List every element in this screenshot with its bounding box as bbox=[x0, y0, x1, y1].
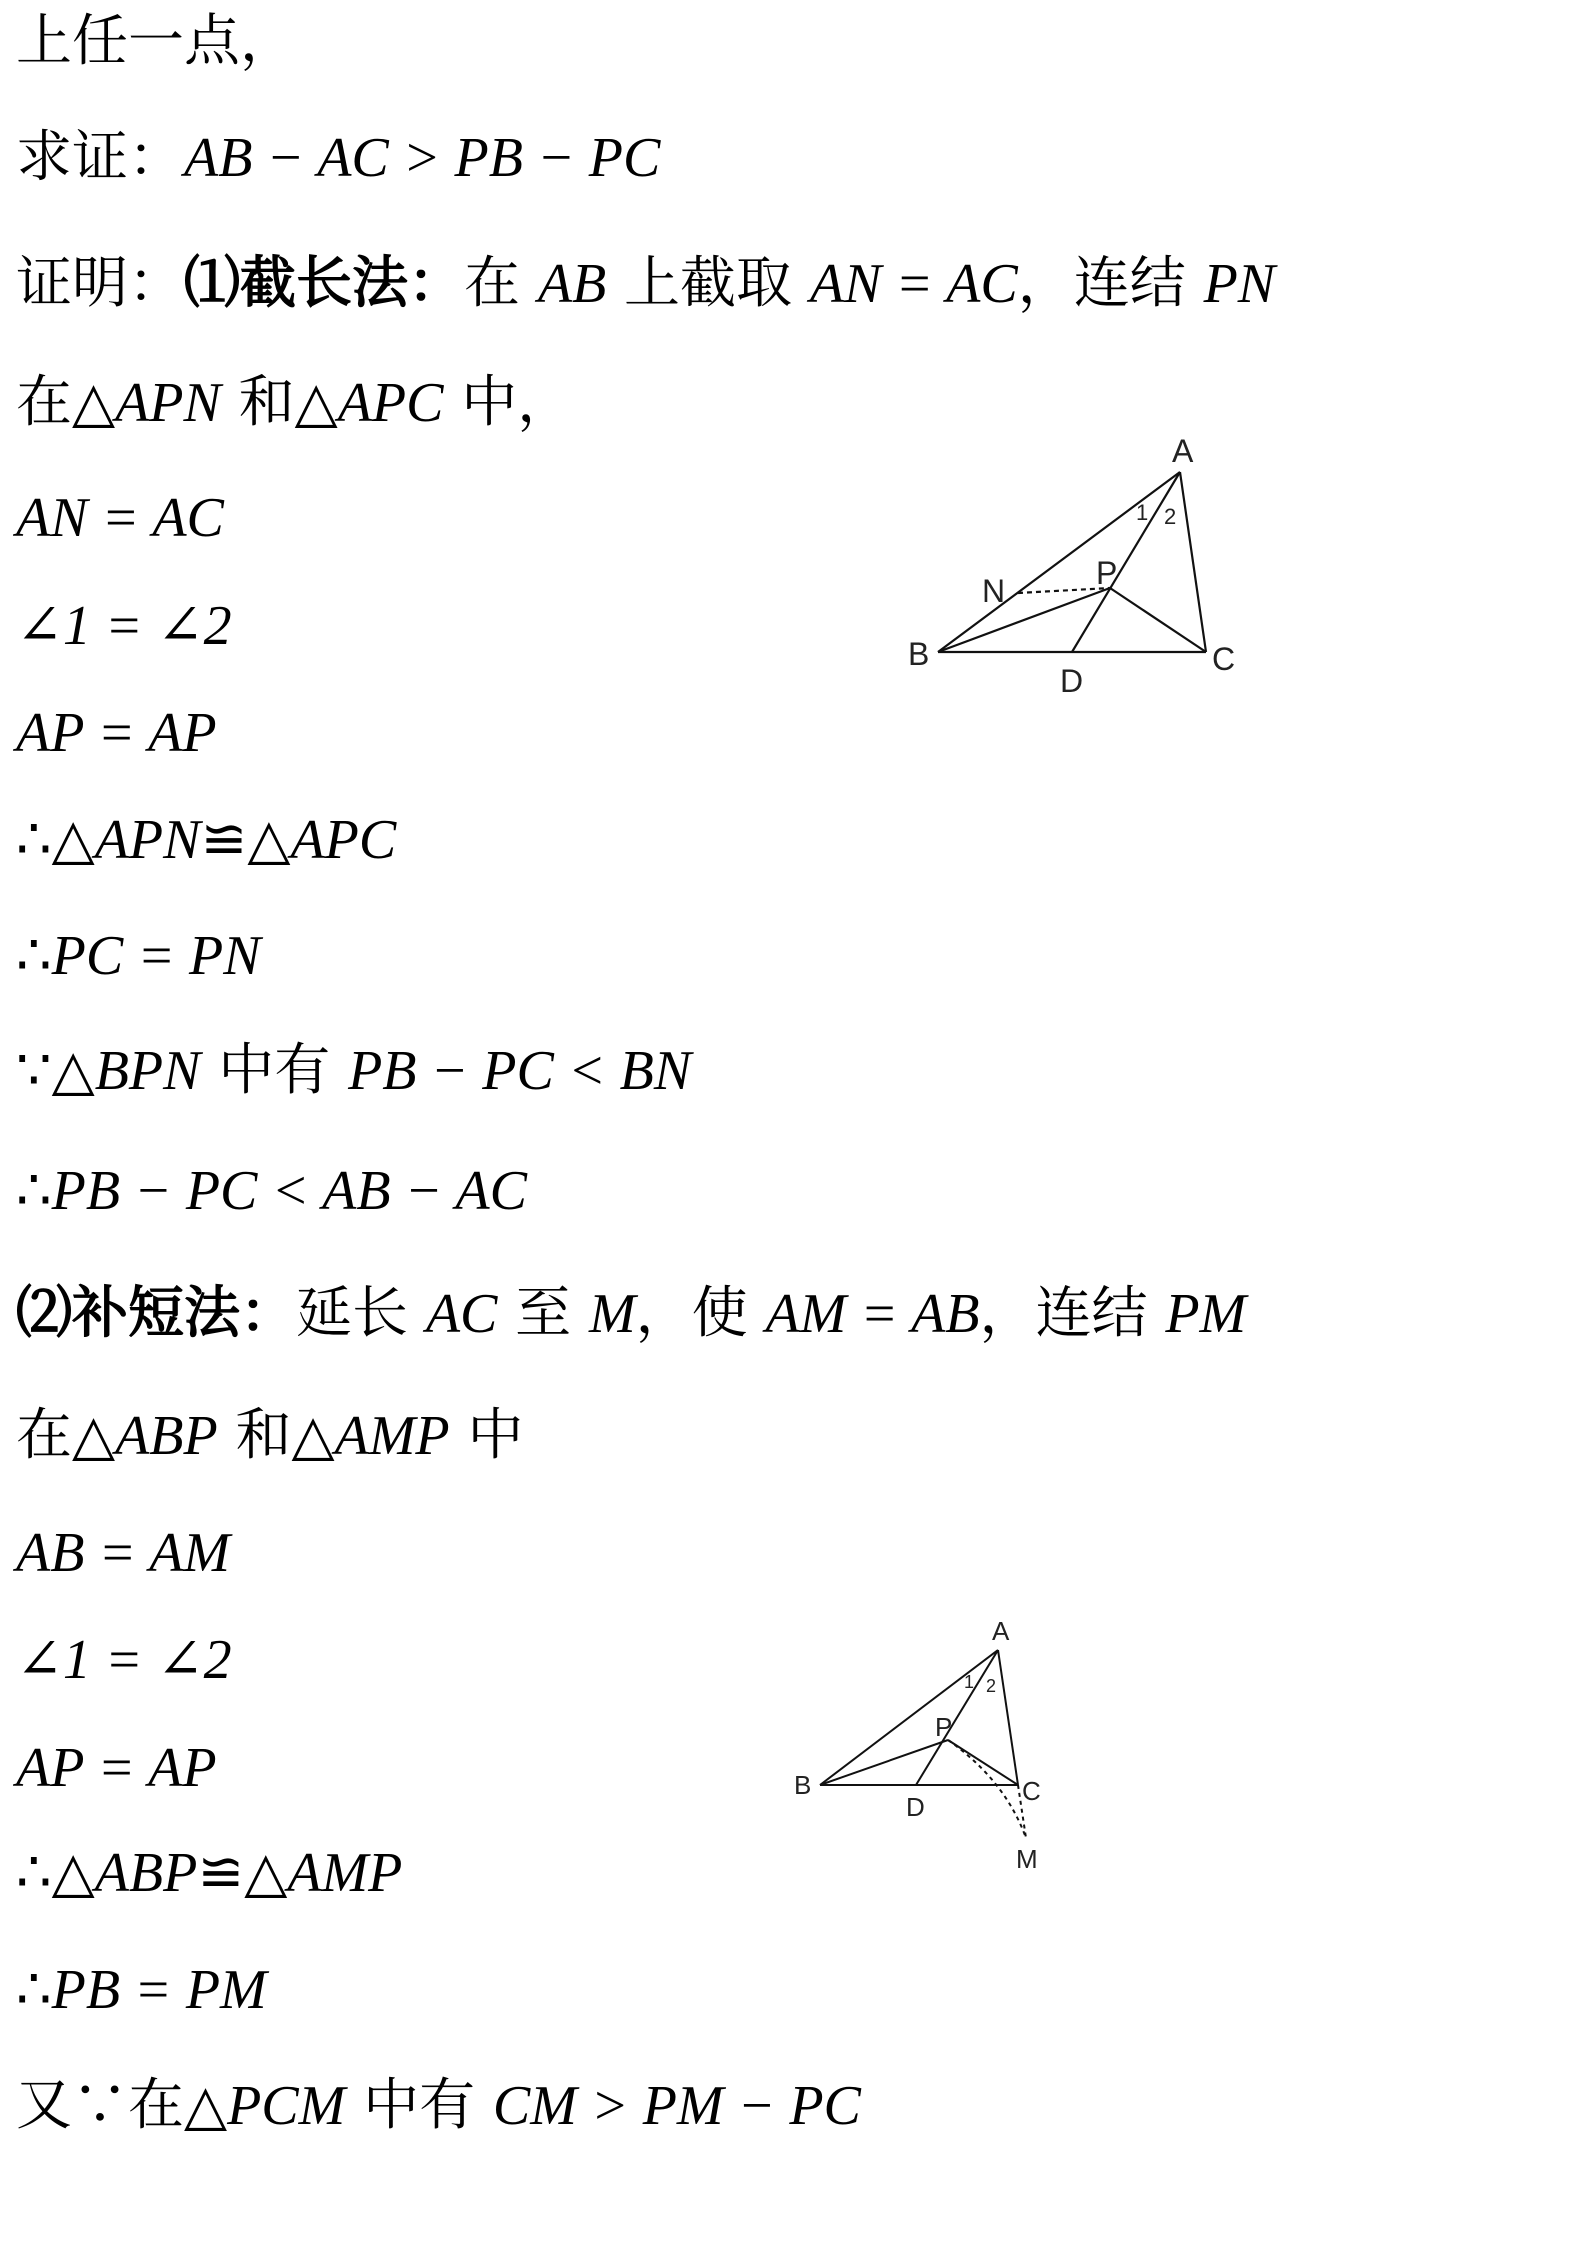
therefore-symbol: ∴ bbox=[16, 923, 52, 988]
prove-label: 求证： bbox=[16, 125, 184, 190]
text: ，连结 bbox=[1017, 251, 1204, 316]
therefore-symbol: ∴ bbox=[16, 1957, 52, 2022]
segment-AC bbox=[998, 1650, 1018, 1785]
text: 在△ bbox=[16, 1403, 116, 1468]
line-03-proof-method1 bbox=[16, 250, 1276, 316]
math-expression: CM bbox=[492, 2075, 577, 2137]
math-expression: > PM − PC bbox=[576, 2075, 861, 2137]
math-expression: APC bbox=[337, 372, 444, 434]
line-06: ∠1 = ∠2 bbox=[16, 595, 232, 657]
text: 中有 bbox=[345, 2073, 493, 2138]
method-title: ⑵补短法： bbox=[16, 1280, 296, 1346]
line-16: AP = AP bbox=[16, 1737, 217, 1799]
math-expression: PC = PN bbox=[51, 925, 261, 987]
line-12-method2 bbox=[16, 1280, 1247, 1346]
text: ，连结 bbox=[979, 1281, 1166, 1346]
label-A: A bbox=[1172, 433, 1194, 469]
text: 和△ bbox=[217, 1403, 335, 1468]
text: ∴△ bbox=[16, 1840, 95, 1905]
line-02-to-prove bbox=[16, 125, 661, 190]
therefore-symbol: ∴ bbox=[16, 1158, 52, 1223]
line-10 bbox=[16, 1038, 692, 1103]
label-angle-1: 1 bbox=[964, 1672, 975, 1692]
math-expression: PB − PC < AB − AC bbox=[51, 1160, 527, 1222]
line-01 bbox=[16, 9, 296, 74]
math-expression: PB − PC < BN bbox=[348, 1040, 692, 1102]
label-angle-1: 1 bbox=[1136, 500, 1149, 525]
math-expression: AMP bbox=[334, 1405, 450, 1467]
line-04 bbox=[16, 370, 574, 435]
segment-PC bbox=[948, 1740, 1018, 1785]
math-expression: AB − AC > PB − PC bbox=[184, 127, 661, 189]
text: ∴△ bbox=[16, 807, 95, 872]
text: 上截取 bbox=[606, 251, 810, 316]
label-angle-2: 2 bbox=[1164, 504, 1177, 529]
proof-label: 证明： bbox=[16, 251, 184, 316]
label-P: P bbox=[935, 1712, 953, 1742]
line-18 bbox=[16, 1957, 267, 2022]
segment-PC bbox=[1110, 588, 1206, 652]
math-expression: BPN bbox=[94, 1040, 201, 1102]
text: 中有 bbox=[200, 1038, 349, 1103]
math-expression: AMP bbox=[287, 1842, 403, 1904]
segment-AB bbox=[938, 472, 1180, 652]
text: ≌△ bbox=[200, 807, 291, 872]
math-expression: PM bbox=[1165, 1283, 1247, 1345]
line-15: ∠1 = ∠2 bbox=[16, 1629, 232, 1691]
text: 和△ bbox=[220, 370, 338, 435]
segment-AB bbox=[820, 1650, 998, 1785]
line-05: AN = AC bbox=[16, 487, 224, 549]
line-13 bbox=[16, 1403, 524, 1468]
text: 在 bbox=[464, 251, 538, 316]
text: ≌△ bbox=[197, 1840, 288, 1905]
text: ，使 bbox=[635, 1281, 766, 1346]
label-M: M bbox=[1016, 1844, 1038, 1874]
label-P: P bbox=[1096, 555, 1118, 591]
segment-BP bbox=[938, 588, 1110, 652]
math-expression: ABP bbox=[94, 1842, 198, 1904]
text: 中 bbox=[449, 1403, 524, 1468]
figure-triangle-2 bbox=[780, 1610, 1080, 1880]
label-C: C bbox=[1212, 641, 1236, 677]
line-07: AP = AP bbox=[16, 702, 217, 764]
label-C: C bbox=[1022, 1776, 1041, 1806]
label-N: N bbox=[982, 573, 1006, 609]
line-17 bbox=[16, 1840, 403, 1905]
text: 中， bbox=[443, 370, 574, 435]
text: ∵△ bbox=[16, 1038, 95, 1103]
math-expression: AB bbox=[537, 253, 607, 315]
text: 在△ bbox=[16, 370, 116, 435]
math-expression: PN bbox=[1203, 253, 1276, 315]
line-08 bbox=[16, 807, 397, 872]
math-expression: ABP bbox=[115, 1405, 218, 1467]
segment-AC bbox=[1180, 472, 1206, 652]
text: 又∵在△ bbox=[16, 2073, 228, 2138]
method-title: ⑴截长法： bbox=[184, 250, 464, 316]
math-expression: M bbox=[588, 1283, 636, 1345]
math-expression: APN bbox=[94, 809, 201, 871]
line-09 bbox=[16, 923, 261, 988]
line-14: AB = AM bbox=[16, 1522, 231, 1584]
math-expression: APC bbox=[290, 809, 397, 871]
label-B: B bbox=[794, 1770, 812, 1800]
line-19 bbox=[16, 2073, 861, 2138]
label-D: D bbox=[906, 1792, 925, 1822]
text: 延长 bbox=[296, 1281, 426, 1346]
figure-triangle-1 bbox=[900, 420, 1260, 710]
math-expression: PCM bbox=[227, 2075, 346, 2137]
math-expression: PB = PM bbox=[51, 1959, 267, 2021]
math-expression: AN = AC bbox=[809, 253, 1018, 315]
text: 上任一点， bbox=[16, 9, 296, 74]
math-expression: APN bbox=[115, 372, 221, 434]
label-A: A bbox=[992, 1616, 1010, 1646]
math-expression: AM = AB bbox=[765, 1283, 980, 1345]
label-D: D bbox=[1060, 663, 1084, 699]
label-B: B bbox=[908, 636, 930, 672]
math-expression: AC bbox=[425, 1283, 498, 1345]
label-angle-2: 2 bbox=[986, 1676, 997, 1696]
text: 至 bbox=[497, 1281, 589, 1346]
line-11 bbox=[16, 1158, 527, 1223]
